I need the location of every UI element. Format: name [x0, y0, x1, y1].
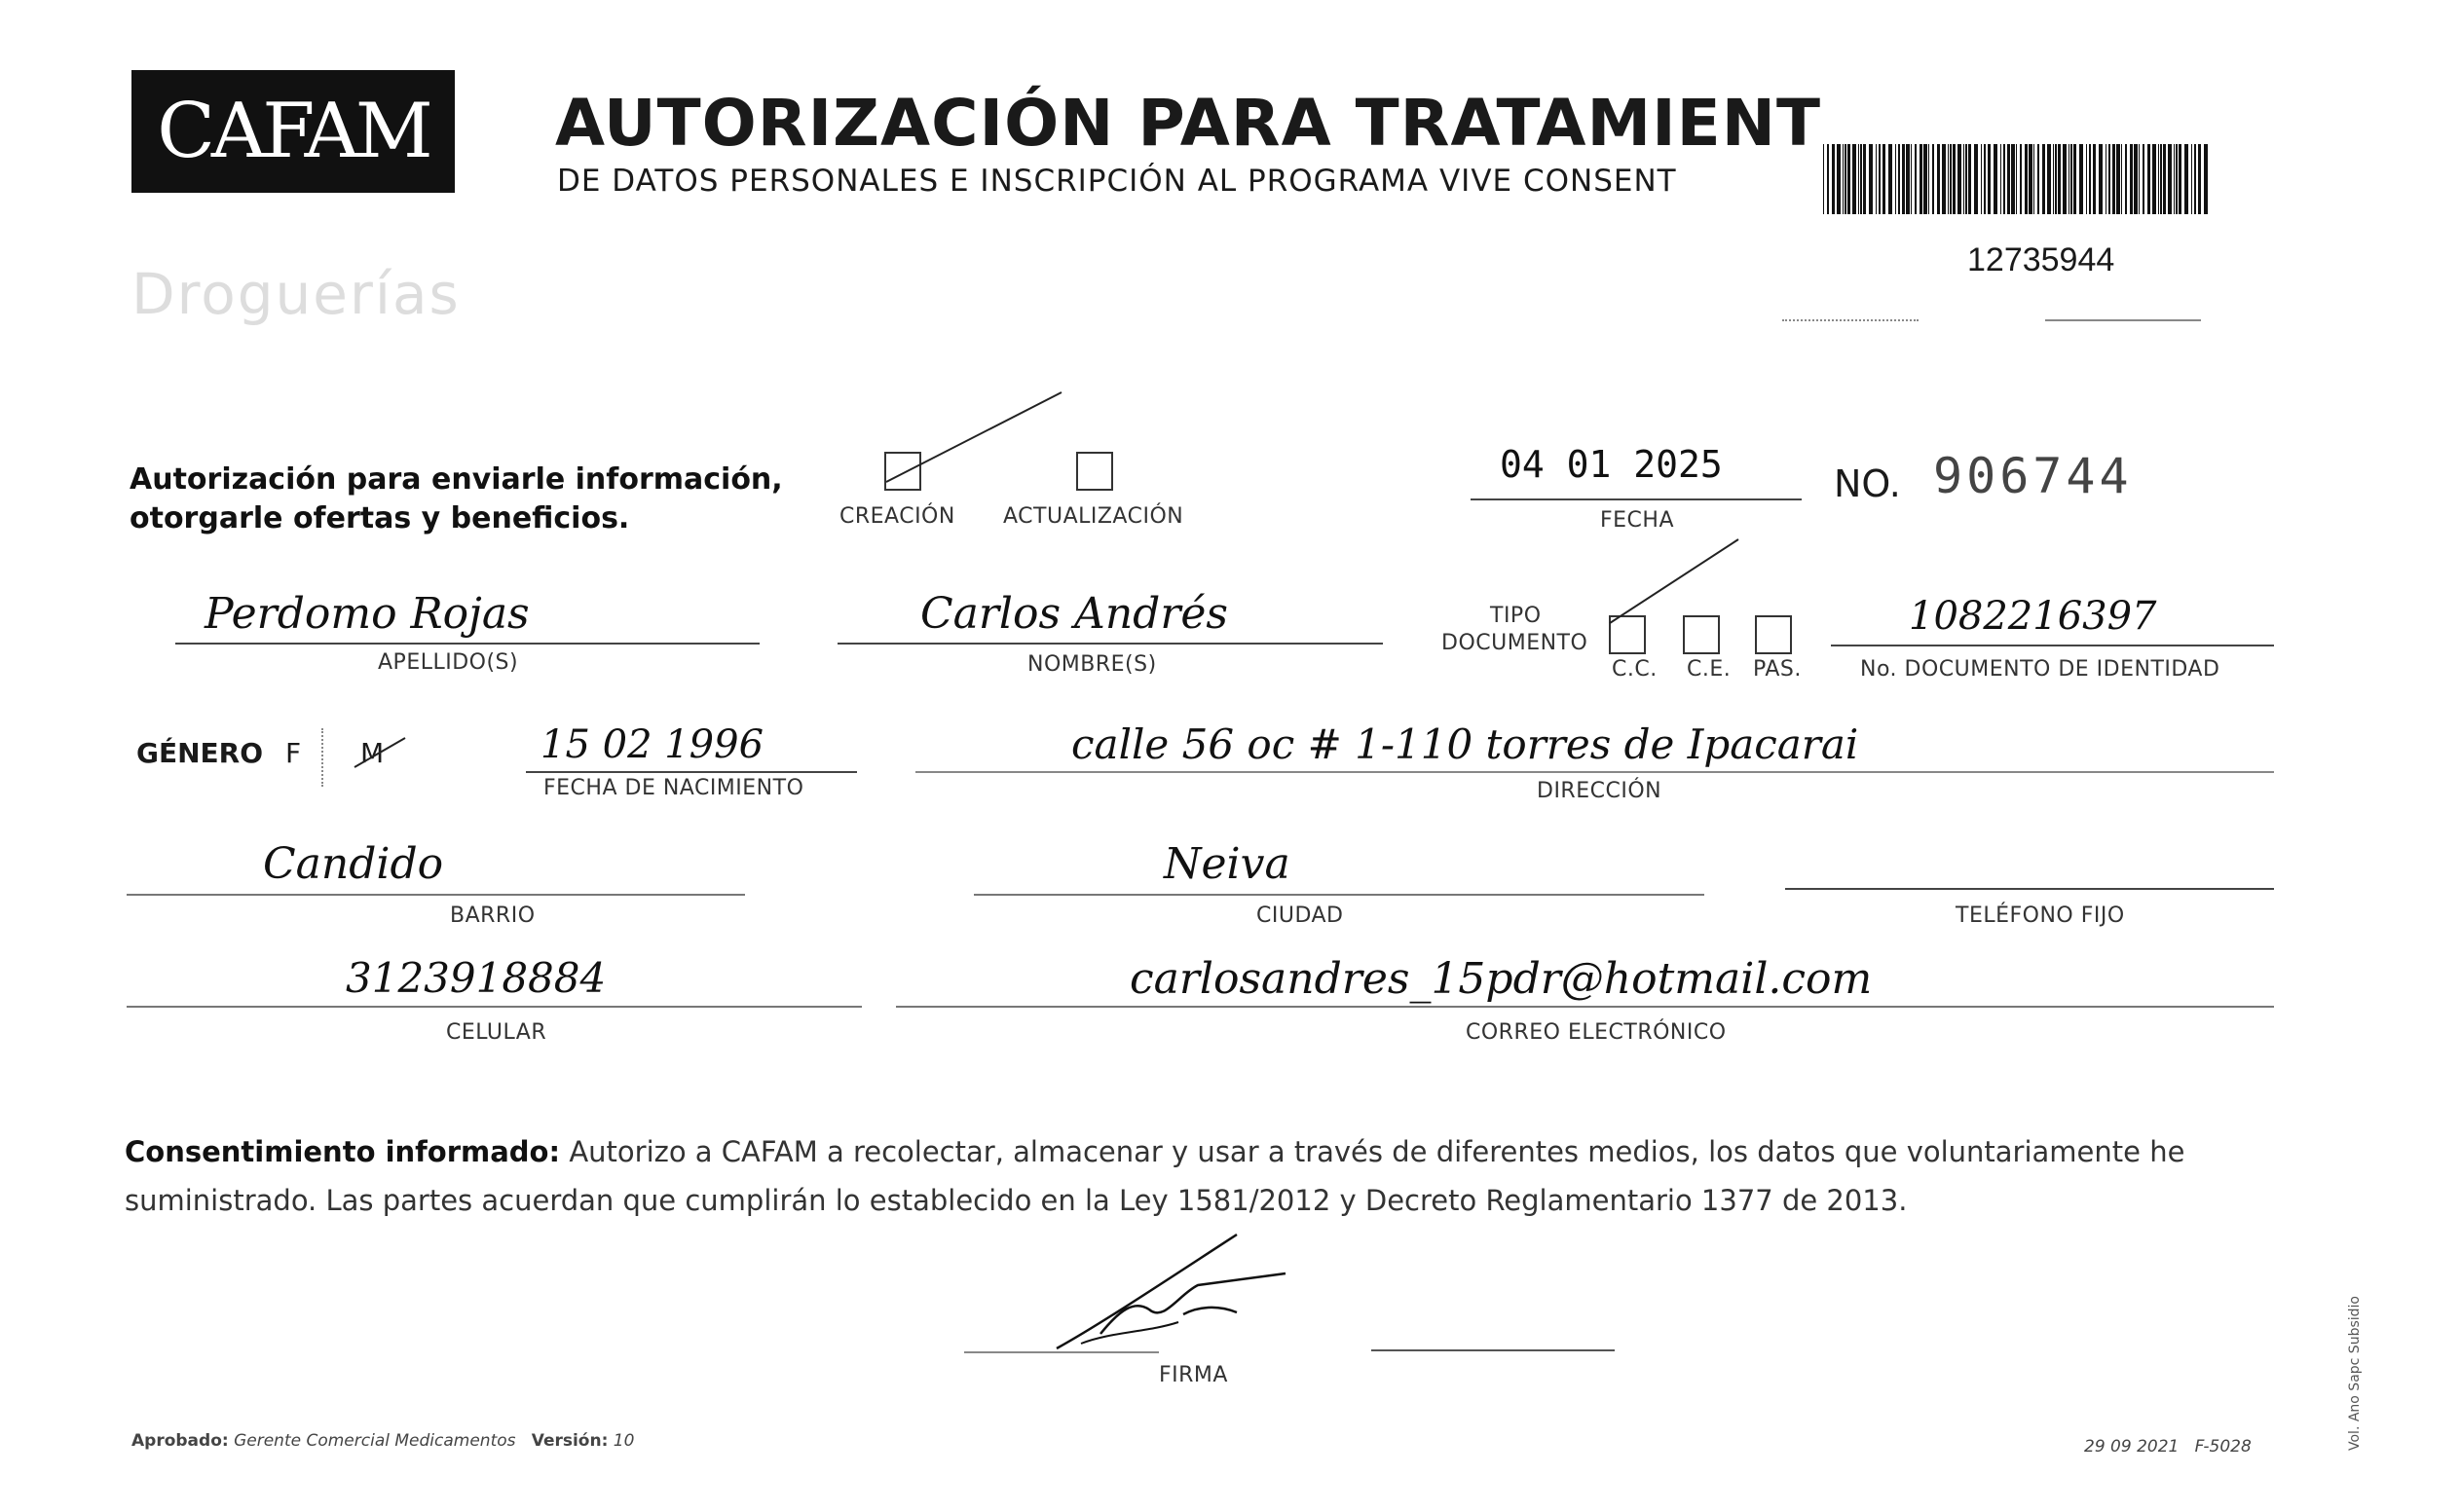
city-label: CIUDAD [1256, 904, 1344, 928]
number-value: 906744 [1933, 448, 2133, 504]
email-line [896, 1006, 2274, 1008]
barcode-number: 12735944 [1967, 241, 2115, 278]
mobile-line [127, 1006, 862, 1008]
doc-type-label-1: TIPO [1490, 604, 1542, 628]
vertical-note: Vol. Ano Sapc Subsidio [2347, 1296, 2363, 1451]
cafam-logo [131, 70, 455, 193]
birth-label: FECHA DE NACIMIENTO [543, 776, 804, 800]
gender-m[interactable]: M [360, 737, 385, 769]
approved-value: Gerente Comercial Medicamentos [234, 1431, 516, 1451]
city-value: Neiva [1164, 839, 1290, 889]
email-value: carlosandres_15pdr@hotmail.com [1130, 954, 1873, 1004]
mobile-label: CELULAR [446, 1020, 547, 1045]
approved-label: Aprobado: [131, 1431, 229, 1451]
cc-label: C.C. [1612, 657, 1658, 682]
neighborhood-label: BARRIO [450, 904, 536, 928]
doc-number-label: No. DOCUMENTO DE IDENTIDAD [1860, 657, 2220, 682]
date-value: 04 01 2025 [1500, 443, 1723, 486]
ce-label: C.E. [1687, 657, 1732, 682]
signature-image [1042, 1217, 1315, 1363]
date-label: FECHA [1600, 508, 1675, 533]
logo-text: CAFAM [157, 88, 429, 175]
check-mark-icon [1602, 534, 1748, 631]
consent-text [125, 1127, 2306, 1225]
phone-line [1785, 888, 2274, 890]
divider [321, 728, 323, 787]
consent-body: Autorizo a CAFAM a recolectar, almacenar y usar a través de diferentes medios, los datos que voluntariamente he suministrado. Las partes acuerdan que cumplirán lo establecido en la Ley 1581/2012 y Decreto Reglamentario 1377 de 2013. [125, 1135, 2185, 1217]
form-subtitle: DE DATOS PERSONALES E INSCRIPCIÓN AL PROGRAMA VIVE CONSENT [557, 164, 1677, 199]
email-label: CORREO ELECTRÓNICO [1466, 1020, 1727, 1045]
divider [2045, 319, 2201, 321]
footer-approved [131, 1431, 634, 1451]
address-line [915, 771, 2274, 773]
pas-label: PAS. [1753, 657, 1802, 682]
phone-label: TELÉFONO FIJO [1956, 904, 2125, 928]
form-code: F-5028 [2194, 1437, 2252, 1457]
barcode-icon [1823, 144, 2213, 214]
city-line [974, 894, 1704, 896]
number-label: NO. [1834, 462, 1901, 505]
form-title: AUTORIZACIÓN PARA TRATAMIENT [555, 86, 1822, 161]
address-value: calle 56 oc # 1-110 torres de Ipacarai [1071, 720, 1859, 768]
signature-line-right [1371, 1349, 1615, 1351]
creation-label: CREACIÓN [839, 504, 955, 529]
authorization-heading: Autorización para enviarle información, otorgarle ofertas y beneficios. [130, 462, 783, 535]
surname-value: Perdomo Rojas [205, 589, 530, 639]
date-code: 29 09 2021 [2084, 1437, 2180, 1457]
footer-codes [2084, 1437, 2252, 1457]
name-label: NOMBRE(S) [1027, 652, 1157, 677]
address-label: DIRECCIÓN [1537, 779, 1662, 803]
logo-subtext: Droguerías [131, 261, 461, 327]
update-checkbox[interactable] [1076, 452, 1113, 491]
neighborhood-value: Candido [263, 839, 444, 889]
update-label: ACTUALIZACIÓN [1003, 504, 1184, 529]
doc-number-value: 1082216397 [1909, 594, 2157, 639]
surname-label: APELLIDO(S) [378, 650, 519, 675]
divider [1782, 319, 1919, 321]
surname-line [175, 643, 760, 645]
doc-number-line [1831, 645, 2274, 646]
birth-value: 15 02 1996 [540, 722, 764, 767]
gender-label: GÉNERO [136, 737, 264, 769]
gender-mark-icon [351, 728, 409, 777]
ce-checkbox[interactable] [1683, 615, 1720, 654]
signature-label: FIRMA [1159, 1363, 1228, 1387]
version-label: Versión: [531, 1431, 609, 1451]
name-value: Carlos Andrés [920, 589, 1228, 639]
neighborhood-line [127, 894, 745, 896]
name-line [838, 643, 1383, 645]
gender-f[interactable]: F [285, 737, 302, 769]
mobile-value: 3123918884 [346, 954, 607, 1002]
signature-line-left [964, 1351, 1159, 1353]
pas-checkbox[interactable] [1755, 615, 1792, 654]
check-mark-icon [876, 385, 1071, 492]
birth-line [526, 771, 857, 773]
consent-heading: Consentimiento informado: [125, 1135, 561, 1168]
date-line [1471, 498, 1802, 500]
doc-type-label-2: DOCUMENTO [1441, 631, 1588, 655]
version-value: 10 [613, 1431, 635, 1451]
